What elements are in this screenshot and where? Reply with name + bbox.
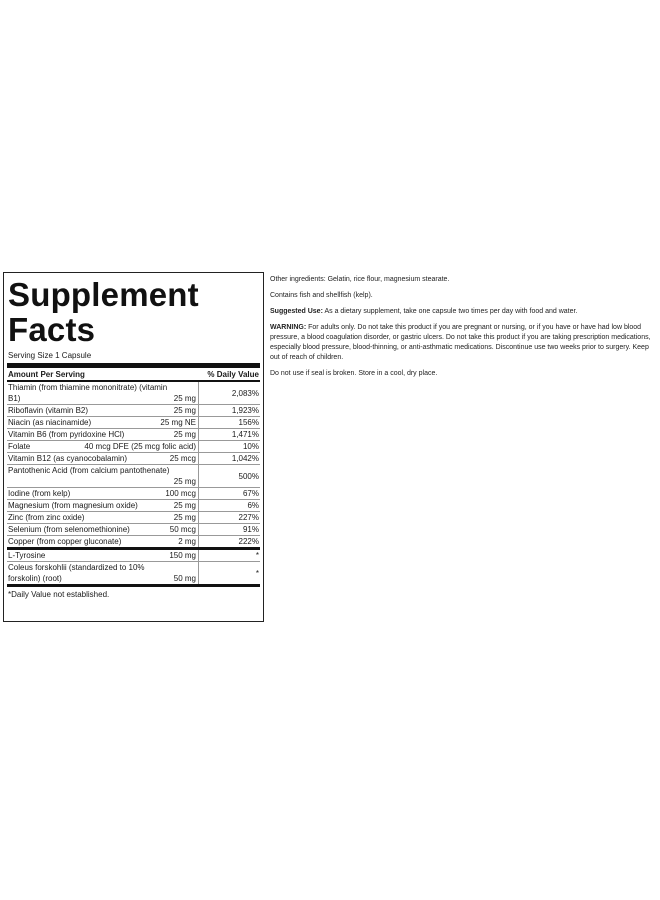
warning	[270, 323, 660, 363]
suggested-use	[270, 307, 660, 317]
nutrient-dv: 500%	[198, 465, 260, 487]
seal-statement: Do not use if seal is broken. Store in a cool, dry place.	[270, 370, 438, 377]
nutrient-name: Vitamin B12 (as cyanocobalamin)	[8, 454, 128, 463]
nutrient-amount: 40 mcg DFE (25 mcg folic acid)	[84, 442, 196, 451]
nutrient-name: Vitamin B6 (from pyridoxine HCl)	[8, 430, 125, 439]
nutrient-row	[7, 405, 260, 417]
other-ingredients: Other ingredients: Gelatin, rice flour, magnesium stearate.	[270, 276, 450, 283]
nutrient-row	[7, 417, 260, 429]
nutrient-dv: *	[198, 550, 260, 561]
header-amount: Amount Per Serving	[8, 370, 85, 379]
nutrient-row	[7, 524, 260, 536]
nutrient-dv: 2,083%	[198, 382, 260, 404]
nutrient-name: Coleus forskohlii (standardized to 10%	[8, 563, 145, 572]
nutrient-name: Pantothenic Acid (from calcium pantothenate)	[8, 466, 170, 475]
side-info	[270, 275, 660, 385]
serving-size: Serving Size 1 Capsule	[8, 351, 92, 360]
nutrient-name-cont: forskolin) (root)	[8, 574, 62, 583]
nutrient-dv: *	[198, 562, 260, 584]
nutrient-amount: 25 mg	[173, 501, 196, 510]
warning-label: WARNING:	[270, 324, 307, 331]
nutrient-dv: 227%	[198, 512, 260, 523]
nutrient-row	[7, 465, 260, 488]
header-dv: % Daily Value	[207, 370, 259, 379]
nutrient-amount: 25 mg NE	[160, 418, 196, 427]
nutrient-row	[7, 488, 260, 500]
nutrient-row	[7, 562, 260, 587]
nutrient-amount: 25 mg	[173, 406, 196, 415]
footnote: *Daily Value not established.	[8, 590, 110, 599]
nutrient-amount: 25 mg	[173, 513, 196, 522]
nutrient-dv: 6%	[198, 500, 260, 511]
nutrient-name: Selenium (from selenomethionine)	[8, 525, 130, 534]
supplement-facts-panel	[3, 272, 264, 622]
nutrient-row	[7, 536, 260, 550]
warning-text: For adults only. Do not take this product if you are pregnant or nursing, or if you have or have had low blood pressure, a blood coagulation disorder, or gastric ulcers. Do not take this product if you are taking prescription medications, especially blood pressure, blood-thinning, or anti-asthmatic medications. Discontinue use two weeks prior to surgery. Keep out of reach of children.	[270, 324, 651, 361]
table-header	[7, 368, 260, 382]
nutrient-dv: 1,471%	[198, 429, 260, 440]
nutrient-name: Thiamin (from thiamine mononitrate) (vitamin	[8, 383, 168, 392]
nutrient-name: Folate	[8, 442, 31, 451]
allergen-statement: Contains fish and shellfish (kelp).	[270, 292, 373, 299]
nutrient-amount: 50 mcg	[169, 525, 196, 534]
nutrient-amount: 25 mg	[173, 394, 196, 403]
nutrient-row	[7, 453, 260, 465]
nutrient-name: L-Tyrosine	[8, 551, 46, 560]
nutrient-amount: 2 mg	[178, 537, 196, 546]
nutrient-row	[7, 429, 260, 441]
nutrient-name: Magnesium (from magnesium oxide)	[8, 501, 138, 510]
suggested-use-label: Suggested Use:	[270, 308, 323, 315]
nutrient-dv: 10%	[198, 441, 260, 452]
nutrient-dv: 1,042%	[198, 453, 260, 464]
nutrient-dv: 91%	[198, 524, 260, 535]
nutrient-row	[7, 550, 260, 562]
nutrient-name: Copper (from copper gluconate)	[8, 537, 122, 546]
nutrient-amount: 25 mg	[173, 477, 196, 486]
nutrient-name: Zinc (from zinc oxide)	[8, 513, 85, 522]
nutrient-dv: 67%	[198, 488, 260, 499]
nutrient-row	[7, 382, 260, 405]
panel-title-line2: Facts	[8, 311, 96, 348]
nutrient-row	[7, 512, 260, 524]
nutrient-name-cont: B1)	[8, 394, 21, 403]
nutrient-name: Niacin (as niacinamide)	[8, 418, 92, 427]
nutrient-amount: 25 mg	[173, 430, 196, 439]
nutrient-amount: 100 mcg	[165, 489, 196, 498]
nutrient-dv: 1,923%	[198, 405, 260, 416]
nutrient-amount: 150 mg	[169, 551, 196, 560]
nutrient-dv: 156%	[198, 417, 260, 428]
nutrient-amount: 25 mcg	[169, 454, 196, 463]
nutrient-dv: 222%	[198, 536, 260, 547]
nutrient-name: Riboflavin (vitamin B2)	[8, 406, 89, 415]
nutrient-row	[7, 441, 260, 453]
panel-title-line1: Supplement	[8, 276, 199, 313]
nutrient-row	[7, 500, 260, 512]
suggested-use-text: As a dietary supplement, take one capsule two times per day with food and water.	[322, 308, 578, 315]
nutrient-amount: 50 mg	[173, 574, 196, 583]
nutrient-name: Iodine (from kelp)	[8, 489, 71, 498]
